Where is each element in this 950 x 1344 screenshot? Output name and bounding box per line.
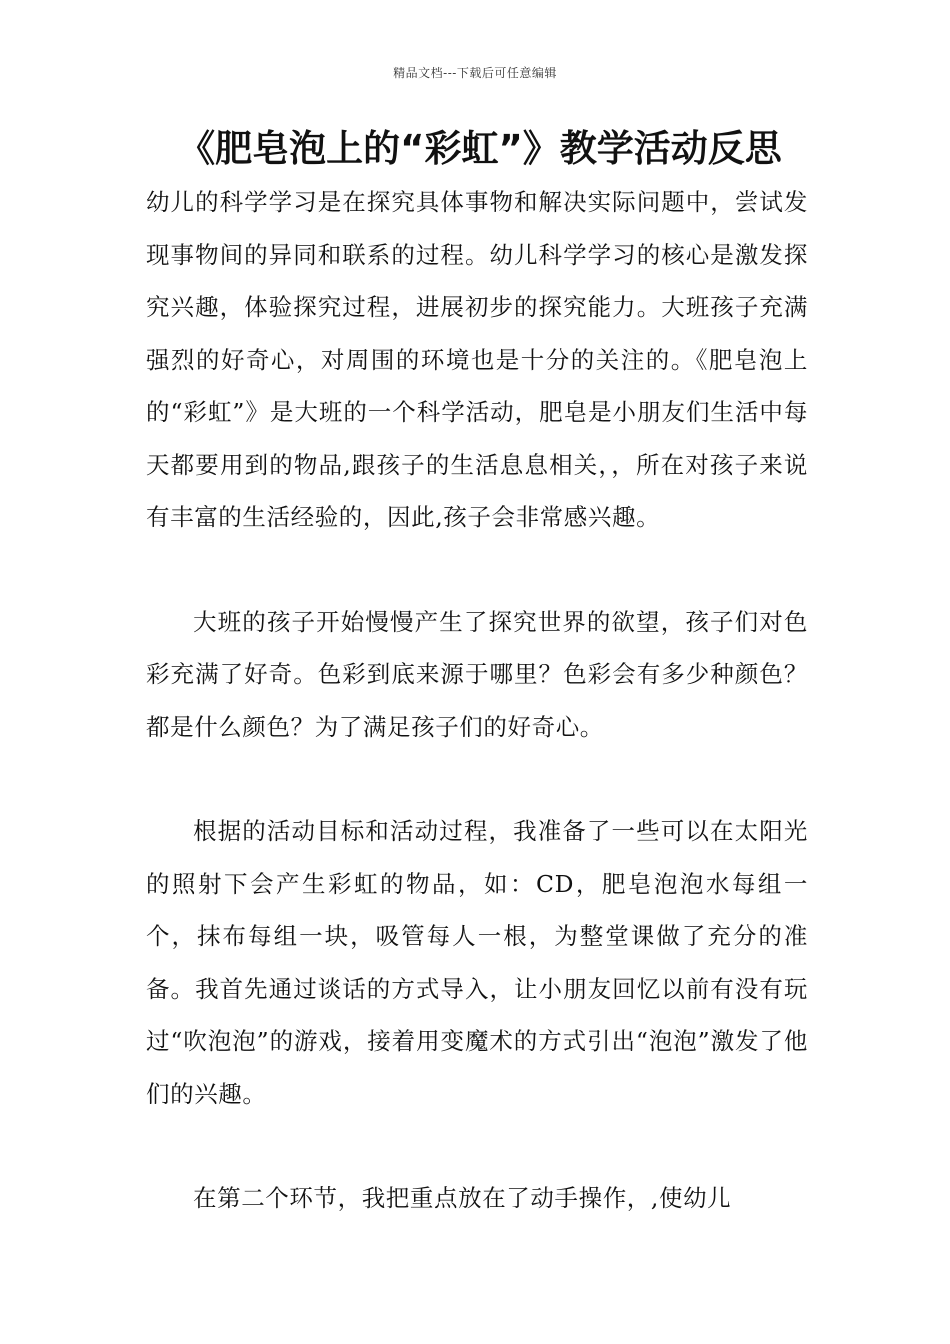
paragraph-1: 幼儿的科学学习是在探究具体事物和解决实际问题中，尝试发现事物间的异同和联系的过程。幼儿科学学习的核心是激发探究兴趣，体验探究过程，进展初步的探究能力。大班孩子充满强烈的好奇心，对周围的环境也是十分的关注的。《肥皂泡上的“彩虹”》是大班的一个科学活动，肥皂是小朋友们生活中每天都要用到的物品,跟孩子的生活息息相关，，所在对孩子来说有丰富的生活经验的，因此,孩子会非常感兴趣。 <box>146 188 808 531</box>
paragraph-3: 根据的活动目标和活动过程，我准备了一些可以在太阳光的照射下会产生彩虹的物品，如：CD，肥皂泡泡水每组一个，抹布每组一块，吸管每人一根，为整堂课做了充分的准备。我首先通过谈话的方式导入，让小朋友回忆以前有没有玩过“吹泡泡”的游戏，接着用变魔术的方式引出“泡泡”激发了他们的兴趣。 <box>146 817 808 1108</box>
document-title: 《肥皂泡上的“彩虹”》教学活动反思 <box>178 127 782 170</box>
document-body <box>146 176 808 1225</box>
paragraph-4: 在第二个环节，我把重点放在了动手操作，,使幼儿 <box>193 1184 732 1212</box>
paragraph-2: 大班的孩子开始慢慢产生了探究世界的欲望，孩子们对色彩充满了好奇。色彩到底来源于哪里？色彩会有多少种颜色？都是什么颜色？为了满足孩子们的好奇心。 <box>146 607 808 741</box>
header-note: 精品文档---下载后可任意编辑 <box>393 66 557 80</box>
